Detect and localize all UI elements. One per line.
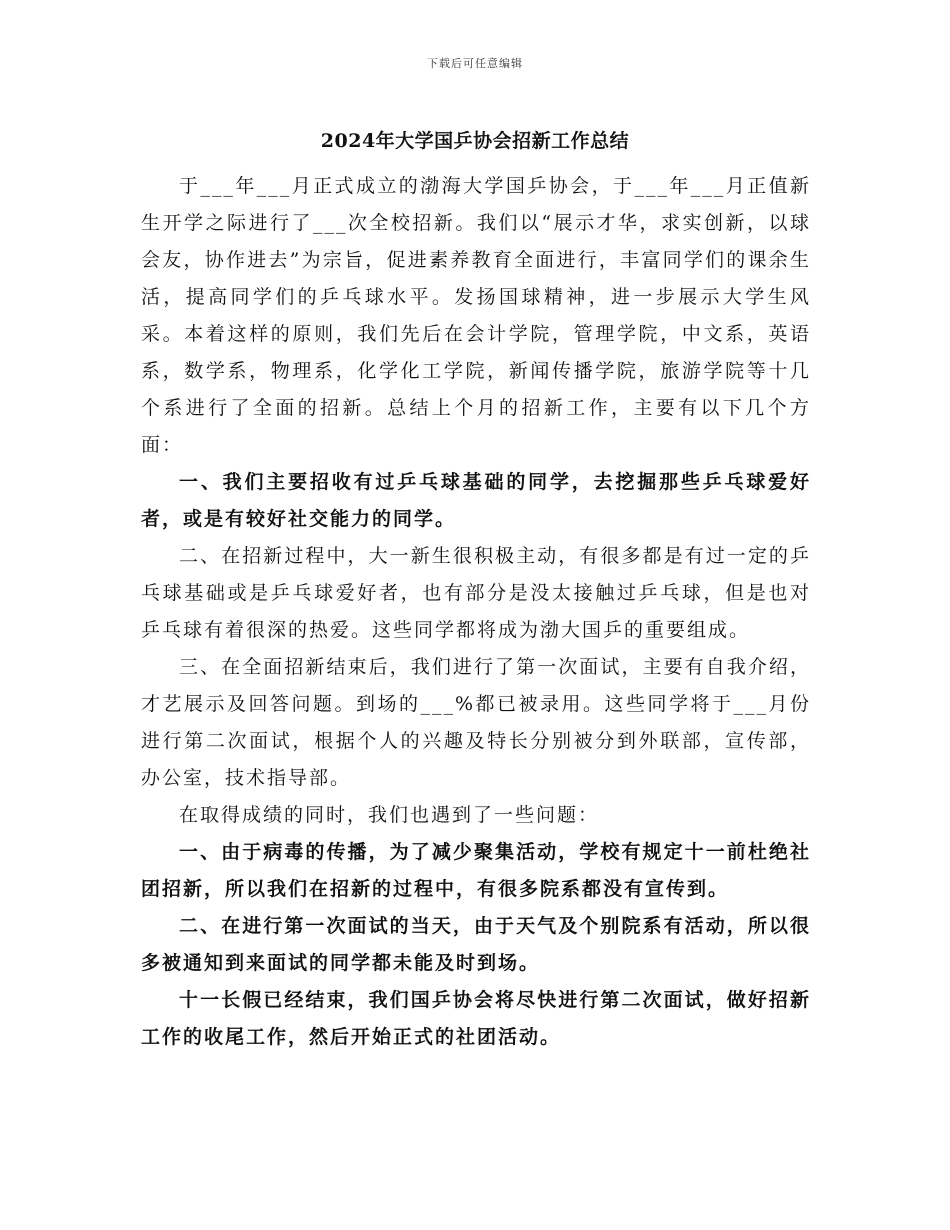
document-title: 2024年大学国乒协会招新工作总结	[320, 130, 630, 152]
document-body	[141, 168, 811, 1056]
paragraph-problem-weather: 二、在进行第一次面试的当天，由于天气及个别院系有活动，所以很多被通知到来面试的同学都未能及时到场。	[141, 915, 811, 974]
header-note: 下载后可任意编辑	[427, 57, 523, 70]
paragraph-problem-virus: 一、由于病毒的传播，为了减少聚集活动，学校有规定十一前杜绝社团招新，所以我们在招新的过程中，有很多院系都没有宣传到。	[141, 841, 811, 900]
paragraph-conclusion: 十一长假已经结束，我们国乒协会将尽快进行第二次面试，做好招新工作的收尾工作，然后开始正式的社团活动。	[141, 989, 811, 1048]
paragraph-problems-intro: 在取得成绩的同时，我们也遇到了一些问题：	[179, 804, 600, 826]
paragraph-intro: 于___年___月正式成立的渤海大学国乒协会，于___年___月正值新生开学之际进行了___次全校招新。我们以“展示才华，求实创新，以球会友，协作进去”为宗旨，促进素养教育全面进行，丰富同学们的课余生活，提高同学们的乒乓球水平。发扬国球精神，进一步展示大学生风采。本着这样的原则，我们先后在会计学院，管理学院，中文系，英语系，数学系，物理系，化学化工学院，新闻传播学院，旅游学院等十几个系进行了全面的招新。总结上个月的招新工作，主要有以下几个方面：	[141, 175, 811, 456]
paragraph-point-interview: 三、在全面招新结束后，我们进行了第一次面试，主要有自我介绍，才艺展示及回答问题。到场的___%都已被录用。这些同学将于___月份进行第二次面试，根据个人的兴趣及特长分别被分到外联部，宣传部，办公室，技术指导部。	[141, 656, 811, 789]
paragraph-point-recruit-process: 二、在招新过程中，大一新生很积极主动，有很多都是有过一定的乒乓球基础或是乒乓球爱好者，也有部分是没太接触过乒乓球，但是也对乒乓球有着很深的热爱。这些同学都将成为渤大国乒的重要组成。	[141, 545, 811, 641]
paragraph-point-recruit-target: 一、我们主要招收有过乒乓球基础的同学，去挖掘那些乒乓球爱好者，或是有较好社交能力的同学。	[141, 471, 811, 530]
